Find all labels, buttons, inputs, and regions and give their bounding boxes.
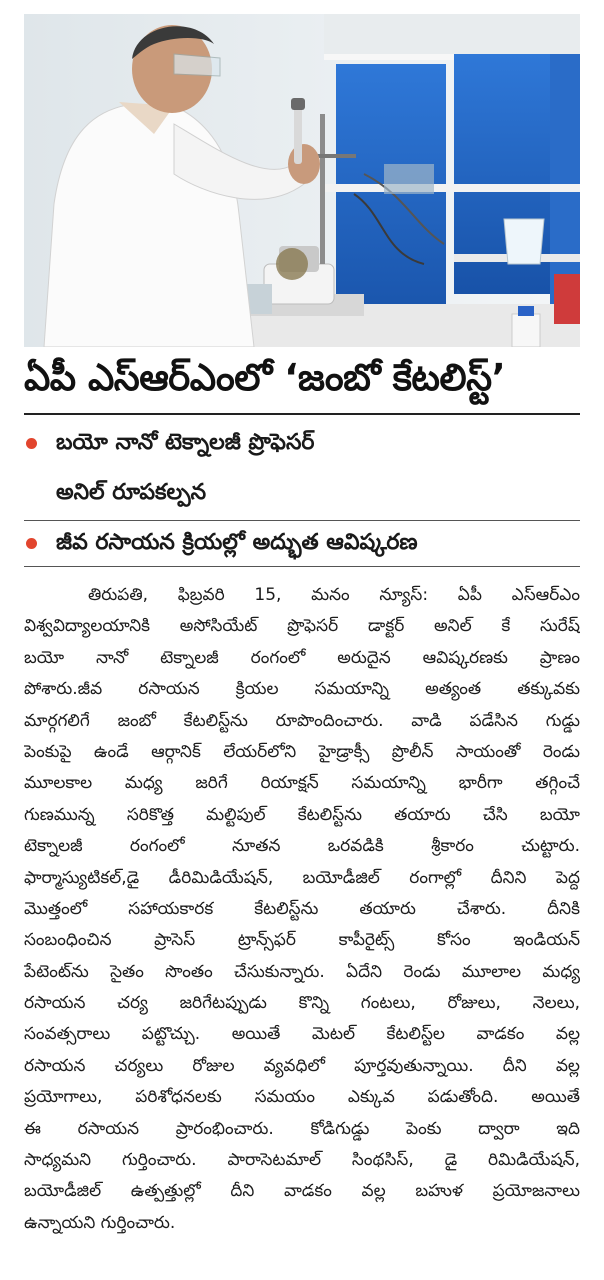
bullet-2-line-1: జీవ రసాయన క్రియల్లో అద్భుత ఆవిష్కరణ [56, 530, 418, 555]
bullet-1-line-2: అనిల్ రూపకల్పన [56, 480, 207, 505]
article-line: ఉన్నాయని గుర్తించారు. [24, 1212, 176, 1233]
article-line: సంబంధించిన ప్రాసెస్ ట్రాన్స్‌ఫర్ కాపీరైట్స్ కోసం ఇండియన్ [24, 930, 580, 951]
article-line: రసాయన చర్య జరిగేటప్పుడు కొన్ని గంటలు, రోజులు, నెలలు, [24, 993, 580, 1014]
bullet-dot-icon [26, 438, 37, 449]
article-line: రసాయన చర్యలు రోజుల వ్యవధిలో పూర్తవుతున్నాయి. దీని వల్ల [24, 1055, 580, 1076]
article-line: బయోడీజిల్ ఉత్పత్తుల్లో దీని వాడకం వల్ల బహుళ ప్రయోజనాలు [24, 1181, 580, 1202]
article-line: ఈ రసాయన ప్రారంభించారు. కోడిగుడ్డు పెంకు ద్వారా ఇది [24, 1118, 580, 1139]
article-line: ప్రయోగాలు, పరిశోధనలకు సమయం ఎక్కువ పడుతోంది. అయితే [24, 1087, 580, 1108]
article-body [24, 580, 580, 1239]
headline: ఏపీ ఎస్ఆర్ఎంలో ‘జంబో కేటలిస్ట్’ [24, 356, 506, 399]
article-line: తిరుపతి, ఫిబ్రవరి 15, మనం న్యూస్: ఏపీ ఎస్ఆర్ఎం [88, 585, 580, 605]
lab-photo [24, 14, 580, 347]
article-line: పేటెంట్‌ను సైతం సొంతం చేసుకున్నారు. ఏదేని రెండు మూలాల మధ్య [24, 961, 580, 982]
lab-photo-illustration [24, 14, 580, 347]
article-line: టెక్నాలజీ రంగంలో నూతన ఒరవడికి శ్రీకారం చుట్టారు. [24, 836, 580, 857]
article-line: సంవత్సరాలు పట్టొచ్చు. అయితే మెటల్ కేటలిస్ట్‌ల వాడకం వల్ల [24, 1024, 580, 1045]
article-line: పెంకుపై ఉండే ఆర్గానిక్ లేయర్‌లోని హైడ్రాక్సీ ప్రొలీన్ సాయంతో రెండు [24, 741, 580, 762]
article-line: మూలకాల మధ్య జరిగే రియాక్షన్ సమయాన్ని భారీగా తగ్గించే [24, 773, 580, 794]
article-line: బయో నానో టెక్నాలజీ రంగంలో అరుదైన ఆవిష్కరణకు ప్రాణం [24, 647, 580, 668]
article-line: పోశారు.జీవ రసాయన క్రియల సమయాన్ని అత్యంత తక్కువకు [24, 679, 580, 700]
article-line: మొత్తంలో సహాయకారక కేటలిస్ట్‌ను తయారు చేశారు. దీనికి [24, 898, 580, 919]
headline-divider [24, 413, 580, 415]
article-line: సాధ్యమని గుర్తించారు. పారాసెటమాల్ సింథసిస్, డై రిమిడియేషన్, [24, 1150, 580, 1171]
article-line: మార్గగలిగే జంబో కేటలిస్ట్‌ను రూపొందించారు. వాడి పడేసిన గుడ్డు [24, 710, 580, 731]
bullet-divider [24, 566, 580, 567]
article-line: గుణమున్న సరికొత్త మల్టిపుల్ కేటలిస్ట్‌ను తయారు చేసి బయో [24, 804, 580, 825]
article-line: విశ్వవిద్యాలయానికి అసోసియేట్ ప్రొఫెసర్ డాక్టర్ అనిల్ కే సురేష్ [24, 616, 580, 637]
bullet-dot-icon [26, 538, 37, 549]
article-line: ఫార్మాస్యుటికల్,డై డీరిమిడియేషన్, బయోడీజిల్ రంగాల్లో దీనిని పెద్ద [24, 867, 580, 888]
bullet-1-line-1: బయో నానో టెక్నాలజీ ప్రొఫెసర్ [56, 430, 315, 455]
bullet-1 [24, 427, 584, 517]
bullet-divider [24, 520, 580, 521]
bullet-2 [24, 527, 584, 563]
